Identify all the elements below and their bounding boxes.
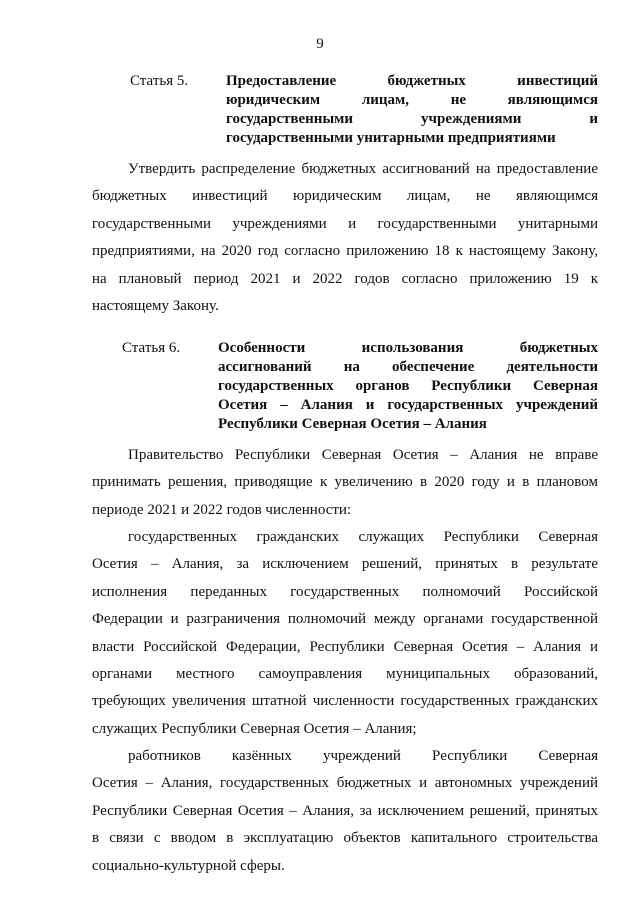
body-line: Федерации и разграничения полномочий между органами государственной — [92, 611, 598, 628]
body-line: настоящему Закону. — [92, 298, 219, 315]
body-line: в связи с вводом в эксплуатацию объектов капитального строительства — [92, 830, 598, 847]
article-5-label: Статья 5. — [130, 73, 189, 89]
heading-line: Республики Северная Осетия – Алания — [218, 416, 487, 432]
body-line: исполнения переданных государственных полномочий Российской — [92, 583, 598, 600]
article-6-header — [92, 339, 598, 434]
body-line: служащих Республики Северная Осетия – Алания; — [92, 720, 417, 737]
body-line: на плановый период 2021 и 2022 годов согласно приложению 19 к — [92, 270, 598, 287]
body-line: Правительство Республики Северная Осетия – Алания не вправе — [128, 447, 598, 463]
body-line: Утвердить распределение бюджетных ассигнований на предоставление — [128, 161, 598, 177]
body-line: бюджетных инвестиций юридическим лицам, не являющимся — [92, 188, 598, 205]
page-number: 9 — [316, 36, 324, 52]
heading-line: Осетия – Алания и государственных учреждений — [218, 397, 598, 413]
body-line: периоде 2021 и 2022 годов численности: — [92, 501, 352, 518]
heading-line: ассигнований на обеспечение деятельности — [218, 359, 598, 375]
body-line: Осетия – Алания, государственных бюджетных и автономных учреждений — [92, 775, 598, 792]
body-line: социально-культурной сферы. — [92, 857, 285, 874]
heading-line: государственных органов Республики Северная — [218, 378, 598, 394]
body-line: государственных гражданских служащих Республики Северная — [128, 529, 598, 545]
body-line: предприятиями, на 2020 год согласно приложению 18 к настоящему Закону, — [92, 243, 598, 260]
heading-line: Особенности использования бюджетных — [218, 340, 598, 356]
heading-line: государственными унитарными предприятиями — [226, 130, 556, 146]
heading-line: юридическим лицам, не являющимся — [226, 92, 598, 108]
article-5-title — [226, 72, 598, 148]
body-line: Республики Северная Осетия – Алания, за исключением решений, принятых — [92, 802, 598, 819]
body-line: принимать решения, приводящие к увеличению в 2020 году и в плановом — [92, 474, 598, 491]
article-5-header — [92, 72, 598, 148]
article-6-paragraph-2 — [92, 524, 598, 743]
body-line: Осетия – Алания, за исключением решений, принятых в результате — [92, 556, 598, 573]
body-line: власти Российской Федерации, Республики Северная Осетия – Алания и — [92, 638, 598, 655]
article-6-label: Статья 6. — [122, 340, 181, 356]
article-6-paragraph-3 — [92, 743, 598, 880]
body-line: требующих увеличения штатной численности государственных гражданских — [92, 693, 598, 710]
article-6-paragraph-1 — [92, 442, 598, 524]
article-5-body — [92, 156, 598, 320]
body-line: органами местного самоуправления муниципальных образований, — [92, 666, 598, 683]
heading-line: Предоставление бюджетных инвестиций — [226, 73, 598, 89]
article-6-title — [218, 339, 598, 434]
body-line: работников казённых учреждений Республики Северная — [128, 748, 598, 764]
heading-line: государственными учреждениями и — [226, 111, 598, 127]
body-line: государственными учреждениями и государственными унитарными — [92, 215, 598, 232]
